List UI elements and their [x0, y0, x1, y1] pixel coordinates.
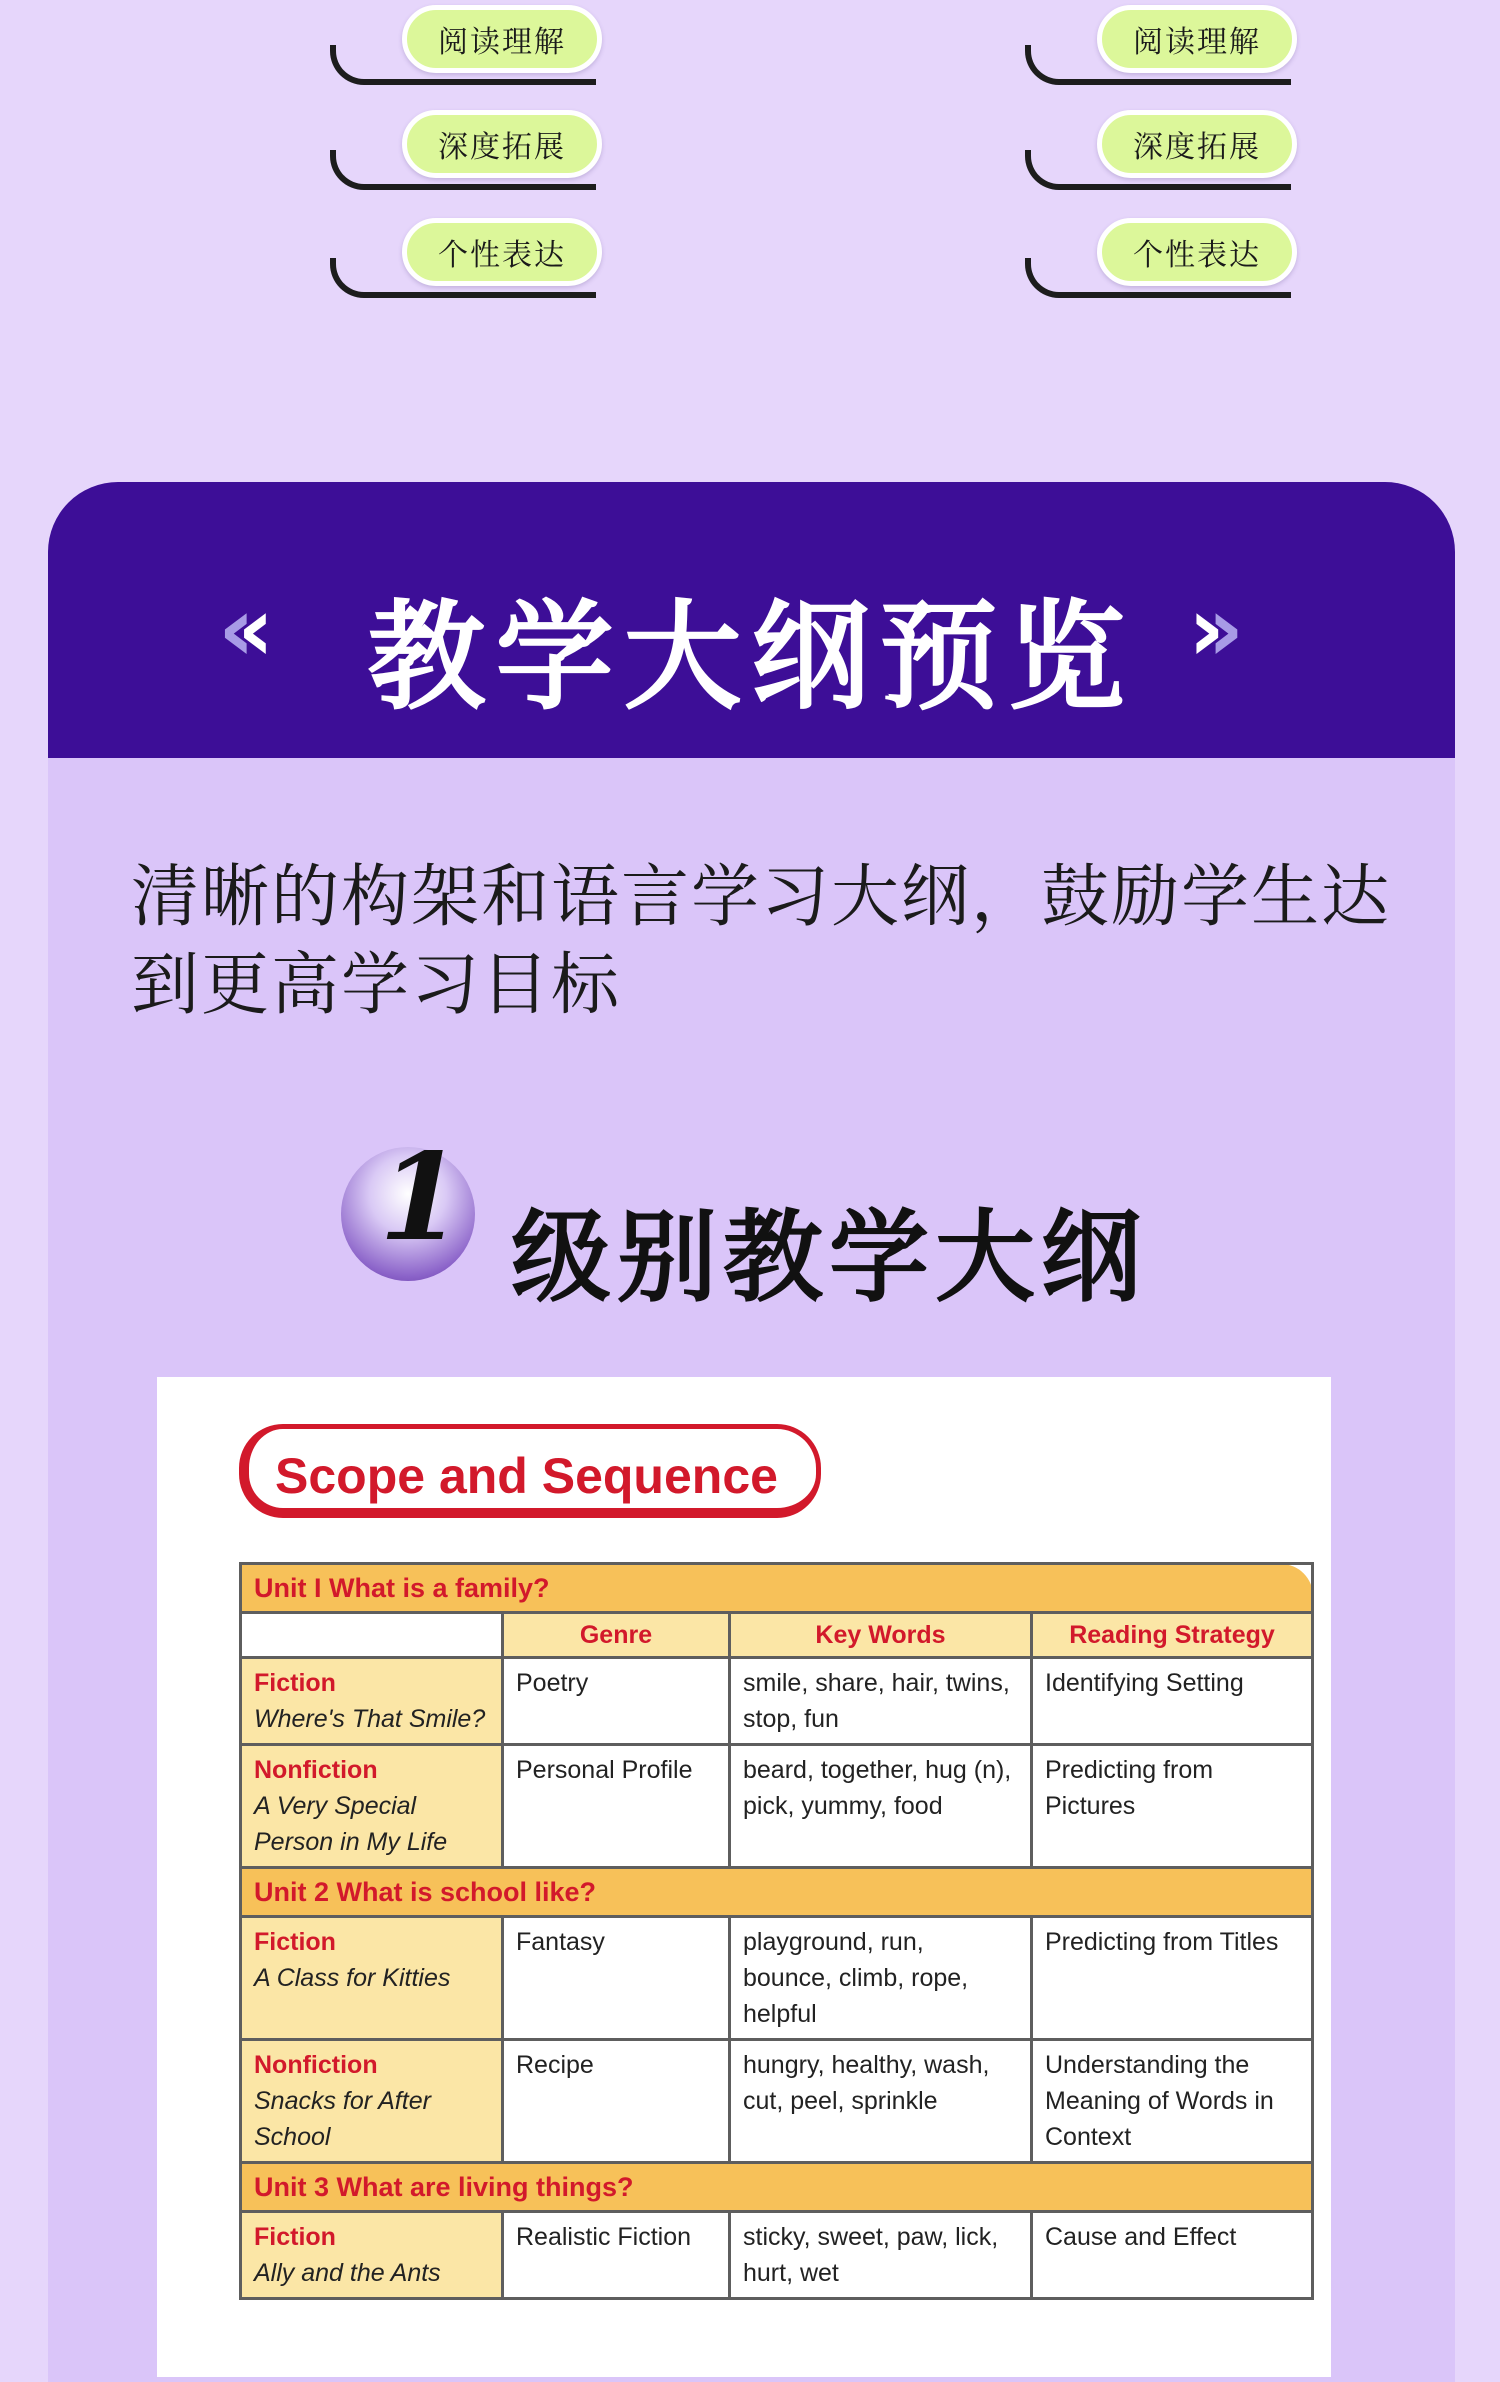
header-row — [241, 1613, 1313, 1658]
genre-cell: Fantasy — [503, 1917, 730, 2040]
selection-title: Snacks for After School — [254, 2087, 431, 2151]
header-blank — [241, 1613, 503, 1658]
mindmap-pill: 深度拓展 — [402, 110, 602, 178]
mindmap-pill: 阅读理解 — [1097, 5, 1297, 73]
selection-kind: Nonfiction — [254, 1756, 378, 1784]
table-row — [241, 1917, 1313, 2040]
selection-kind: Fiction — [254, 1669, 336, 1697]
genre-cell: Realistic Fiction — [503, 2212, 730, 2299]
selection-cell — [241, 2212, 503, 2299]
key-words-cell: playground, run, bounce, climb, rope, helpful — [730, 1917, 1032, 2040]
table-row — [241, 2040, 1313, 2163]
key-words-cell: beard, together, hug (n), pick, yummy, food — [730, 1745, 1032, 1868]
mindmap-pill: 深度拓展 — [1097, 110, 1297, 178]
strategy-cell: Identifying Setting — [1032, 1658, 1313, 1745]
strategy-cell: Predicting from Pictures — [1032, 1745, 1313, 1868]
scope-table — [239, 1562, 1314, 2300]
selection-title: A Very Special Person in My Life — [254, 1792, 448, 1856]
card-title: 教学大纲预览 — [367, 588, 1136, 726]
header-genre: Genre — [503, 1613, 730, 1658]
genre-cell: Recipe — [503, 2040, 730, 2163]
unit-row — [241, 1868, 1313, 1917]
card-header — [48, 482, 1455, 758]
double-chevron-right-icon: ›› — [1188, 577, 1227, 682]
table-row — [241, 1658, 1313, 1745]
unit-row — [241, 2163, 1313, 2212]
header-reading-strategy: Reading Strategy — [1032, 1613, 1313, 1658]
key-words-cell: sticky, sweet, paw, lick, hurt, wet — [730, 2212, 1032, 2299]
mindmap-pill: 个性表达 — [1097, 218, 1297, 286]
strategy-cell: Predicting from Titles — [1032, 1917, 1313, 2040]
selection-cell — [241, 1658, 503, 1745]
selection-kind: Fiction — [254, 2223, 336, 2251]
section-title: 级别教学大纲 — [511, 1199, 1147, 1316]
mindmap-pill: 个性表达 — [402, 218, 602, 286]
scope-sequence-document — [157, 1377, 1331, 2377]
table-row — [241, 2212, 1313, 2299]
strategy-cell: Understanding the Meaning of Words in Context — [1032, 2040, 1313, 2163]
genre-cell: Personal Profile — [503, 1745, 730, 1868]
selection-cell — [241, 2040, 503, 2163]
selection-cell — [241, 1917, 503, 2040]
unit-label: Unit 2 What is school like? — [241, 1868, 1313, 1917]
key-words-cell: hungry, healthy, wash, cut, peel, sprinkle — [730, 2040, 1032, 2163]
header-key-words: Key Words — [730, 1613, 1032, 1658]
selection-cell — [241, 1745, 503, 1868]
unit-row — [241, 1564, 1313, 1613]
table-row — [241, 1745, 1313, 1868]
mindmap-right — [1025, 0, 1295, 300]
doc-title: Scope and Sequence — [275, 1448, 778, 1504]
unit-label: Unit I What is a family? — [241, 1564, 1313, 1613]
selection-title: Ally and the Ants — [254, 2259, 441, 2287]
intro-text: 清晰的构架和语言学习大纲，鼓励学生达到更高学习目标 — [131, 858, 1392, 1025]
selection-kind: Fiction — [254, 1928, 336, 1956]
double-chevron-left-icon: ‹‹ — [218, 577, 257, 682]
mindmap-pill: 阅读理解 — [402, 5, 602, 73]
unit-label: Unit 3 What are living things? — [241, 2163, 1313, 2212]
selection-kind: Nonfiction — [254, 2051, 378, 2079]
selection-title: A Class for Kitties — [254, 1964, 451, 1992]
key-words-cell: smile, share, hair, twins, stop, fun — [730, 1658, 1032, 1745]
mindmap-left — [330, 0, 600, 300]
section-number-badge — [341, 1127, 475, 1281]
strategy-cell: Cause and Effect — [1032, 2212, 1313, 2299]
genre-cell: Poetry — [503, 1658, 730, 1745]
section-number: 1 — [379, 1127, 463, 1268]
selection-title: Where's That Smile? — [254, 1705, 486, 1733]
